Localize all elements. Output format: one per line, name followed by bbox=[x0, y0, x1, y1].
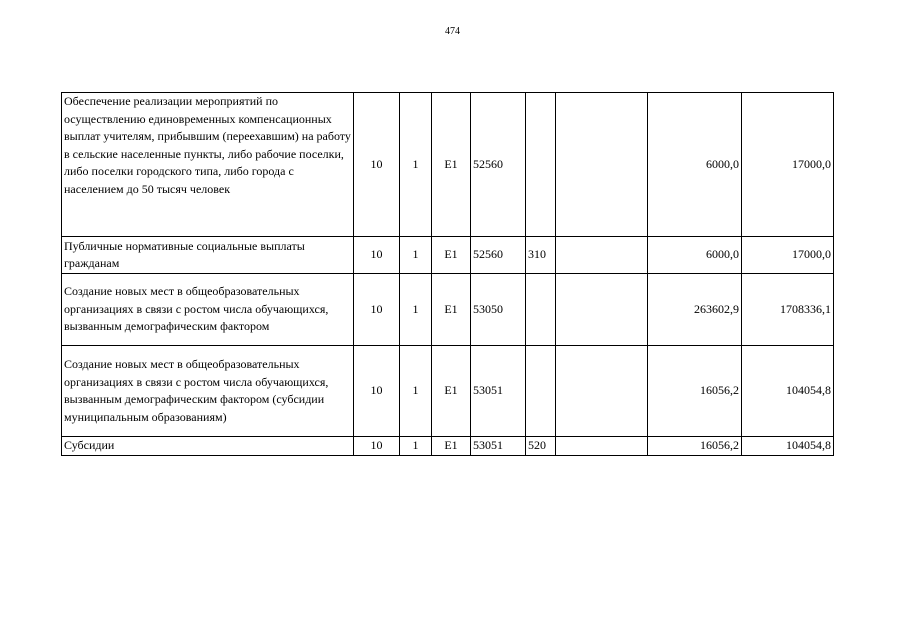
row-sum2: 1708336,1 bbox=[742, 274, 834, 346]
row-blank bbox=[556, 437, 648, 456]
page-number: 474 bbox=[445, 26, 460, 37]
row-sum1: 16056,2 bbox=[648, 346, 742, 437]
row-target: 52560 bbox=[471, 237, 526, 274]
row-sum2: 17000,0 bbox=[742, 237, 834, 274]
row-sum1: 6000,0 bbox=[648, 93, 742, 237]
row-project: E1 bbox=[432, 437, 471, 456]
row-name: Субсидии bbox=[62, 437, 354, 456]
row-target: 52560 bbox=[471, 93, 526, 237]
row-subsection: 1 bbox=[400, 93, 432, 237]
row-section: 10 bbox=[354, 237, 400, 274]
row-sum2: 104054,8 bbox=[742, 437, 834, 456]
row-section: 10 bbox=[354, 93, 400, 237]
row-subsection: 1 bbox=[400, 274, 432, 346]
row-name: Создание новых мест в общеобразовательных организациях в связи с ростом числа обучающихся, вызванным демографическим фактором (субсидии муниципальным образованиям) bbox=[62, 346, 354, 437]
row-target: 53051 bbox=[471, 346, 526, 437]
row-sum1: 6000,0 bbox=[648, 237, 742, 274]
row-sum2: 17000,0 bbox=[742, 93, 834, 237]
row-vr: 520 bbox=[526, 437, 556, 456]
row-project: E1 bbox=[432, 274, 471, 346]
row-section: 10 bbox=[354, 346, 400, 437]
row-blank bbox=[556, 93, 648, 237]
table-row bbox=[62, 93, 834, 237]
table-row bbox=[62, 437, 834, 456]
row-section: 10 bbox=[354, 274, 400, 346]
row-project: E1 bbox=[432, 346, 471, 437]
row-name: Обеспечение реализации мероприятий по осуществлению единовременных компенсационных выплат учителям, прибывшим (переехавшим) на работу в сельские населенные пункты, либо рабочие поселки, либо поселки городского типа, либо города с населением до 50 тысяч человек bbox=[62, 93, 354, 237]
row-project: E1 bbox=[432, 93, 471, 237]
row-blank bbox=[556, 346, 648, 437]
row-sum1: 263602,9 bbox=[648, 274, 742, 346]
row-vr: 310 bbox=[526, 237, 556, 274]
row-vr bbox=[526, 274, 556, 346]
table-row bbox=[62, 237, 834, 274]
row-target: 53050 bbox=[471, 274, 526, 346]
row-name: Создание новых мест в общеобразовательных организациях в связи с ростом числа обучающихся, вызванным демографическим фактором bbox=[62, 274, 354, 346]
row-project: E1 bbox=[432, 237, 471, 274]
row-subsection: 1 bbox=[400, 237, 432, 274]
budget-table bbox=[61, 92, 834, 456]
row-subsection: 1 bbox=[400, 346, 432, 437]
row-sum1: 16056,2 bbox=[648, 437, 742, 456]
row-name: Публичные нормативные социальные выплаты гражданам bbox=[62, 237, 354, 274]
row-vr bbox=[526, 346, 556, 437]
row-subsection: 1 bbox=[400, 437, 432, 456]
table-row bbox=[62, 346, 834, 437]
row-blank bbox=[556, 274, 648, 346]
table-row bbox=[62, 274, 834, 346]
row-target: 53051 bbox=[471, 437, 526, 456]
row-blank bbox=[556, 237, 648, 274]
row-vr bbox=[526, 93, 556, 237]
row-sum2: 104054,8 bbox=[742, 346, 834, 437]
row-section: 10 bbox=[354, 437, 400, 456]
